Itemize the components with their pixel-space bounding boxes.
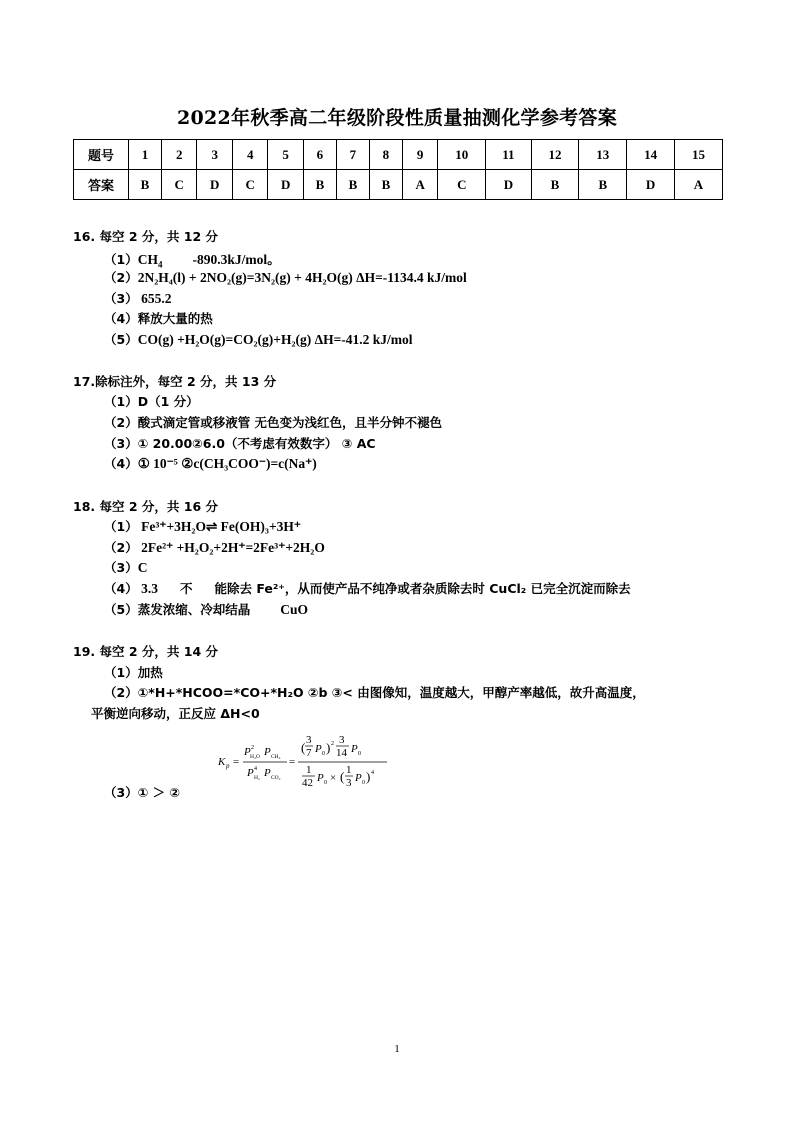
q18-a3-label: （3）: [104, 560, 138, 575]
table-cell: 4: [232, 140, 267, 170]
q18-a4-label: （4）: [104, 581, 138, 596]
q16-a4-text: 释放大量的热: [137, 311, 213, 326]
table-cell: D: [486, 170, 531, 200]
table-cell: 6: [303, 140, 336, 170]
formula-p-co2: P: [264, 767, 271, 779]
q17-a2-label: （2）: [104, 415, 138, 430]
formula-fourteen: 14: [336, 747, 347, 759]
table-cell: 9: [402, 140, 437, 170]
table-cell: D: [627, 170, 675, 200]
table-cell: 2: [162, 140, 197, 170]
q18-a3-text: C: [137, 560, 148, 575]
q16-answer-2: [104, 268, 467, 286]
formula-zero-1: 0: [322, 751, 325, 757]
q16-answer-3: [104, 289, 171, 307]
table-cell: 15: [675, 140, 723, 170]
q18-a1-label: （1）: [104, 519, 138, 534]
table-row-numbers: [74, 140, 723, 170]
table-header-number: 题号: [74, 140, 129, 170]
formula-co2-sub: CO₂: [271, 775, 281, 781]
q18-a4-value: 3.3: [141, 581, 158, 596]
q19-answer-2-cont: 平衡逆向移动，正反应 ΔH<0: [91, 706, 260, 721]
q16-a2-text: 2N₂H₄(l) + 2NO₂(g)=3N₂(g) + 4H₂O(g) ΔH=-1134.4 kJ/mol: [137, 270, 467, 285]
table-cell: 8: [369, 140, 402, 170]
q16-a1-label: （1）: [104, 252, 138, 267]
q19-answer-1: [104, 663, 163, 681]
q18-answer-1: [104, 517, 301, 535]
q18-answer-2: [104, 538, 325, 556]
table-cell: D: [268, 170, 303, 200]
q19-a1-label: （1）: [104, 665, 138, 680]
table-cell: 12: [531, 140, 579, 170]
q17-a3-label: （3）: [104, 436, 138, 451]
q18-a5-text: 蒸发浓缩、冷却结晶: [137, 602, 251, 617]
table-cell: A: [402, 170, 437, 200]
formula-p-ch4: P: [264, 746, 271, 758]
formula-p-h2o: P: [244, 746, 251, 758]
formula-three-2: 3: [339, 734, 345, 746]
q19-answer-2: [104, 683, 645, 701]
q16-a2-label: （2）: [104, 270, 138, 285]
page-title: 2022年秋季高二年级阶段性质量抽测化学参考答案: [176, 107, 618, 129]
table-cell: C: [232, 170, 267, 200]
q17-answer-3: [104, 434, 376, 452]
formula-p0-2: P: [351, 743, 358, 755]
q18-a5-label: （5）: [104, 602, 138, 617]
q18-answer-5: [104, 600, 308, 618]
formula-h2o-sub: H₂O: [250, 754, 260, 760]
q16-answer-1: [104, 248, 281, 270]
formula-four-1: 4: [254, 766, 257, 772]
formula-seven: 7: [306, 747, 312, 759]
q19-a3-text: ① ＞ ②: [137, 785, 181, 800]
table-cell: B: [129, 170, 162, 200]
table-cell: B: [369, 170, 402, 200]
q17-answer-1: [104, 392, 199, 410]
formula-eq-2: =: [289, 756, 296, 768]
answer-table: [73, 139, 723, 200]
q18-a2-label: （2）: [104, 540, 138, 555]
q16-heading: 16. 每空 2 分，共 12 分: [73, 229, 218, 244]
table-header-answer: 答案: [74, 170, 129, 200]
q17-answer-4: [104, 454, 317, 472]
table-row-answers: [74, 170, 723, 200]
formula-fortytwo: 42: [302, 777, 313, 789]
formula-p0-3: P: [317, 772, 324, 784]
q18-a4-reason: 能除去 Fe²⁺，从而使产品不纯净或者杂质除去时 CuCl₂ 已完全沉淀而除去: [214, 581, 631, 596]
formula-p0-4: P: [355, 772, 362, 784]
table-cell: 11: [486, 140, 531, 170]
formula-three-1: 3: [306, 734, 312, 746]
q17-a3-text: ① 20.00②6.0（不考虑有效数字） ③ AC: [137, 436, 376, 451]
q17-a1-label: （1）: [104, 394, 138, 409]
formula-one-2: 1: [346, 764, 352, 776]
formula-kp-sub: p: [226, 762, 230, 770]
q19-a2-label: （2）: [104, 685, 138, 700]
q17-a4-label: （4）: [104, 456, 138, 471]
table-cell: D: [197, 170, 232, 200]
q18-a1-text: Fe³⁺+3H₂O⇌ Fe(OH)₃+3H⁺: [141, 519, 302, 534]
table-cell: 3: [197, 140, 232, 170]
formula-p0-1: P: [315, 743, 322, 755]
table-cell: 13: [579, 140, 627, 170]
q18-a2-text: 2Fe²⁺ +H₂O₂+2H⁺=2Fe³⁺+2H₂O: [141, 540, 325, 555]
q17-answer-2: [104, 413, 442, 431]
table-cell: B: [531, 170, 579, 200]
q19-answer-3: [104, 783, 180, 801]
q17-a2-text: 酸式滴定管或移液管 无色变为浅红色，且半分钟不褪色: [137, 415, 443, 430]
formula-lparen-2: (: [340, 769, 345, 784]
q16-a5-label: （5）: [104, 332, 138, 347]
q18-a5-extra: CuO: [280, 602, 308, 617]
formula-one-1: 1: [306, 764, 312, 776]
table-cell: C: [438, 170, 486, 200]
q16-answer-4: [104, 309, 213, 327]
q16-a3-label: （3）: [104, 291, 138, 306]
formula-p-h2: P: [247, 767, 254, 779]
table-cell: 10: [438, 140, 486, 170]
formula-times: ×: [330, 772, 337, 784]
q19-a2-text: ①*H+*HCOO=*CO+*H₂O ②b ③< 由图像知，温度越大，甲醇产率越低，故升高温度，: [137, 685, 645, 700]
formula-h2-sub: H₂: [254, 775, 260, 781]
q18-a4-no: 不: [179, 581, 193, 596]
table-cell: A: [675, 170, 723, 200]
q17-heading: 17.除标注外，每空 2 分，共 13 分: [73, 374, 277, 389]
q16-a3-text: 655.2: [141, 291, 172, 306]
q18-answer-4: [104, 579, 631, 597]
table-cell: B: [579, 170, 627, 200]
q18-heading: 18. 每空 2 分，共 16 分: [73, 499, 218, 514]
q16-a1-ch4-sub: 4: [157, 259, 163, 270]
q16-a1-value: -890.3kJ/mol。: [192, 252, 281, 267]
formula-four-2: 4: [371, 770, 374, 776]
q16-a1-ch4: CH: [137, 252, 158, 267]
q17-a4-text: ① 10⁻⁵ ②c(CH₃COO⁻)=c(Na⁺): [137, 456, 317, 471]
page-number: 1: [394, 1043, 400, 1055]
formula-rparen-2: ): [366, 769, 371, 784]
table-cell: B: [336, 170, 369, 200]
kp-formula: [212, 733, 402, 793]
q19-a1-text: 加热: [137, 665, 163, 680]
formula-sq-1: 2: [251, 745, 254, 751]
q16-answer-5: [104, 330, 413, 348]
q18-answer-3: [104, 558, 147, 576]
q19-a3-label: （3）: [104, 785, 138, 800]
formula-three-3: 3: [346, 777, 352, 789]
formula-eq-1: =: [233, 756, 240, 768]
table-cell: B: [303, 170, 336, 200]
formula-rparen-1: ): [326, 740, 331, 755]
formula-sq-2: 2: [331, 741, 334, 747]
formula-ch4-sub: CH₄: [271, 754, 281, 760]
table-cell: 14: [627, 140, 675, 170]
formula-zero-3: 0: [324, 780, 327, 786]
formula-lparen-1: (: [301, 740, 306, 755]
table-cell: 1: [129, 140, 162, 170]
formula-zero-4: 0: [362, 780, 365, 786]
q16-a4-label: （4）: [104, 311, 138, 326]
formula-kp: K: [218, 756, 226, 768]
formula-zero-2: 0: [358, 751, 361, 757]
table-cell: 7: [336, 140, 369, 170]
q16-a5-text: CO(g) +H₂O(g)=CO₂(g)+H₂(g) ΔH=-41.2 kJ/mol: [137, 332, 413, 347]
table-cell: C: [162, 170, 197, 200]
q17-a1-text: D（1 分）: [137, 394, 199, 409]
q19-heading: 19. 每空 2 分，共 14 分: [73, 644, 218, 659]
table-cell: 5: [268, 140, 303, 170]
